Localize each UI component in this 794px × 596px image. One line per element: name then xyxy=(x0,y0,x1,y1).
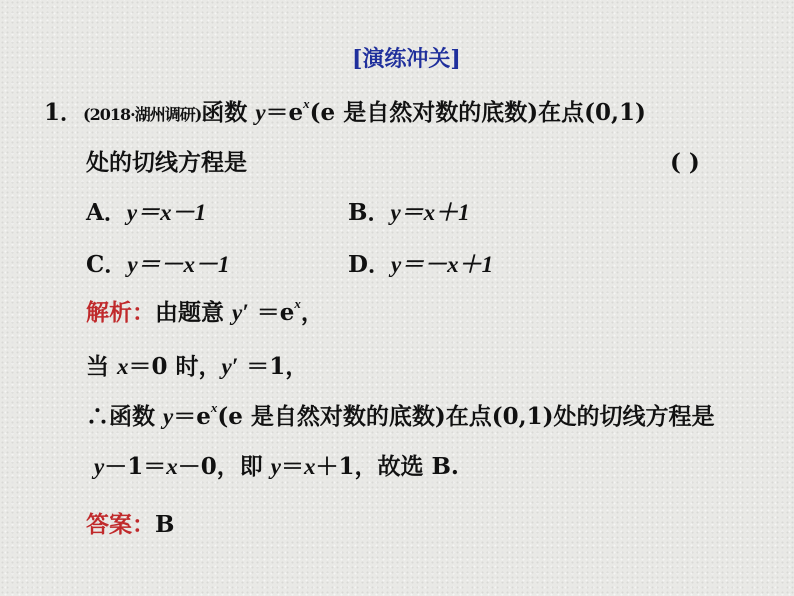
option-c-expr: y＝－x－1 xyxy=(127,252,230,277)
option-d xyxy=(348,250,493,280)
option-a-label: A． xyxy=(86,199,127,226)
solution-line-3: ∴函数 $y=e^x(e$ 是自然对数的底数)在点(0,1)处的切线方程是 xyxy=(86,400,715,430)
option-d-expr: y＝－x＋1 xyxy=(390,252,494,277)
option-a xyxy=(86,198,206,228)
option-c-label: C． xyxy=(86,251,128,278)
question-expr-exp: x xyxy=(303,96,310,112)
question-expr-eq: ＝e xyxy=(265,99,304,126)
section-heading: [演练冲关] xyxy=(352,46,461,72)
answer-line xyxy=(86,510,174,540)
question-number: 1． xyxy=(44,99,84,126)
option-b xyxy=(348,198,470,228)
answer-label: 答案： xyxy=(86,511,155,538)
option-c xyxy=(86,250,230,280)
question-text-after: (e 是自然对数的底数)在点(0,1) xyxy=(309,99,646,126)
solution-line-4: y－1＝x－0，即 y＝x＋1，故选 B. xyxy=(94,453,459,480)
option-a-expr: y＝x－1 xyxy=(126,200,207,225)
option-d-label: D． xyxy=(348,251,391,278)
question-expr-lhs: y xyxy=(255,100,266,125)
question-source: (2018·湖州调研) xyxy=(83,105,202,124)
solution-line-1: 解析：由题意 $y' =e^x$， xyxy=(86,296,324,326)
solution-line-2: 当 x＝0 时，y′ ＝1， xyxy=(86,353,309,380)
question-text-before: 函数 xyxy=(201,99,256,126)
answer-blank: ( ) xyxy=(670,149,700,176)
solution-label: 解析： xyxy=(86,299,155,326)
question-line-2: 处的切线方程是 xyxy=(86,149,247,176)
option-b-label: B． xyxy=(348,199,391,226)
answer-value: B xyxy=(155,511,175,538)
option-b-expr: y＝x＋1 xyxy=(390,200,470,225)
question-line-1 xyxy=(44,98,646,130)
